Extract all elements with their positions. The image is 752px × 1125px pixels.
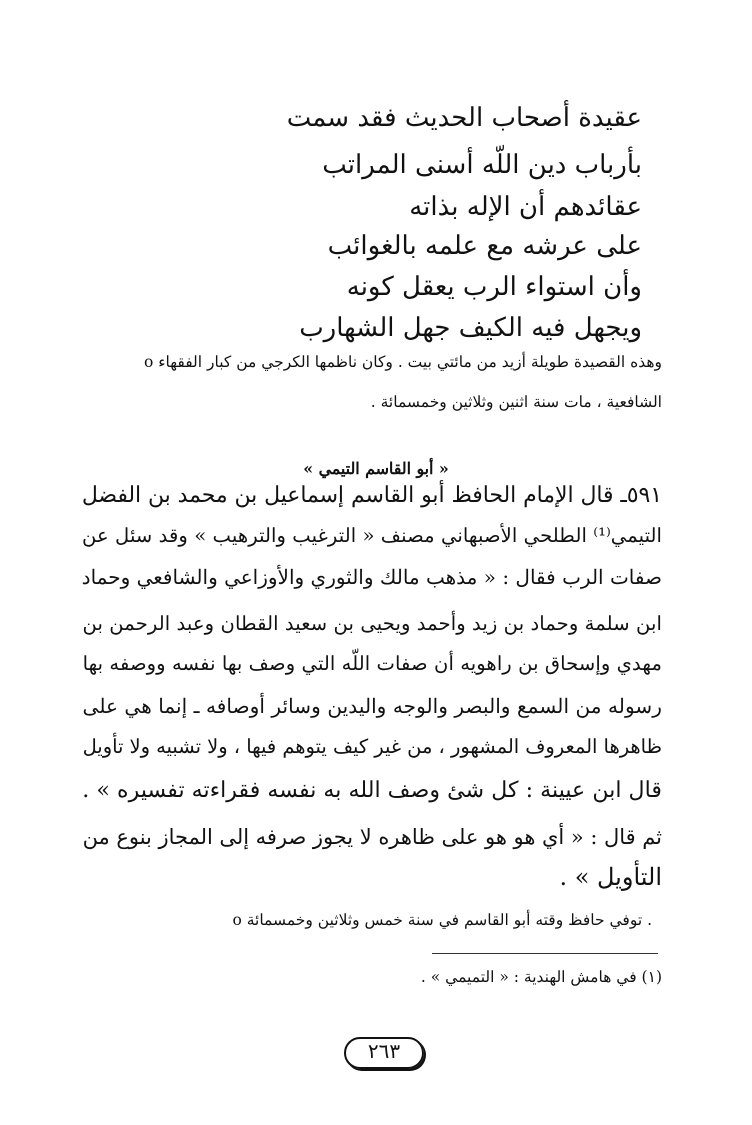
poem-note-line-1: ο وهذه القصيدة طويلة أزيد من مائتي بيت . وكان ناظمها الكرجي من كبار الفقهاء xyxy=(143,353,662,371)
death-note: ο توفي حافظ وقته أبو القاسم في سنة خمس وثلاثين وخمسمائة . xyxy=(232,911,652,929)
page-number: ٢٦٣ xyxy=(367,1039,401,1063)
body-line-3: صفات الرب فقال : « مذهب مالك والثوري والأوزاعي والشافعي وحماد xyxy=(81,565,662,589)
body-line-1: ٥٩١ـ قال الإمام الحافظ أبو القاسم إسماعيل بن محمد بن الفضل xyxy=(81,483,662,508)
footnote-divider xyxy=(432,953,658,954)
body-line-6: رسوله من السمع والبصر والوجه واليدين وسائر أوصافه ـ إنما هي على xyxy=(82,694,662,718)
body-line-9: ثم قال : « أي هو هو على ظاهره لا يجوز صرفه إلى المجاز بنوع من xyxy=(82,825,662,849)
body-line-4: ابن سلمة وحماد بن زيد وأحمد ويحيى بن سعيد القطان وعبد الرحمن بن xyxy=(82,612,662,635)
poem-line-4: على عرشه مع علمه بالغوائب xyxy=(327,231,642,261)
poem-note-line-2: الشافعية ، مات سنة اثنين وثلاثين وخمسمائة . xyxy=(370,393,662,411)
body-line-5: مهدي وإسحاق بن راهويه أن صفات اللّه التي وصف بها نفسه ووصفه بها xyxy=(82,652,662,675)
poem-line-3: عقائدهم أن الإله بذاته xyxy=(409,192,642,222)
body-line-7: ظاهرها المعروف المشهور ، من غير كيف يتوهم فيها ، ولا تشبيه ولا تأويل xyxy=(82,735,662,758)
body-line-10: التأويل » . xyxy=(559,863,662,891)
poem-line-1: عقيدة أصحاب الحديث فقد سمت xyxy=(286,103,642,133)
poem-line-6: ويجهل فيه الكيف جهل الشهارب xyxy=(299,313,642,343)
poem-line-2: بأرباب دين اللّه أسنى المراتب xyxy=(322,150,642,180)
footnote: (١) في هامش الهندية : « التميمي » . xyxy=(420,968,662,986)
body-line-8: قال ابن عيينة : كل شئ وصف الله به نفسه فقراءته تفسيره » . xyxy=(82,777,662,803)
body-line-2: التيمي⁽¹⁾ الطلحي الأصبهاني مصنف « الترغيب والترهيب » وقد سئل عن xyxy=(82,524,662,547)
section-heading: « أبو القاسم التيمي » xyxy=(303,459,449,478)
poem-line-5: وأن استواء الرب يعقل كونه xyxy=(346,272,642,302)
